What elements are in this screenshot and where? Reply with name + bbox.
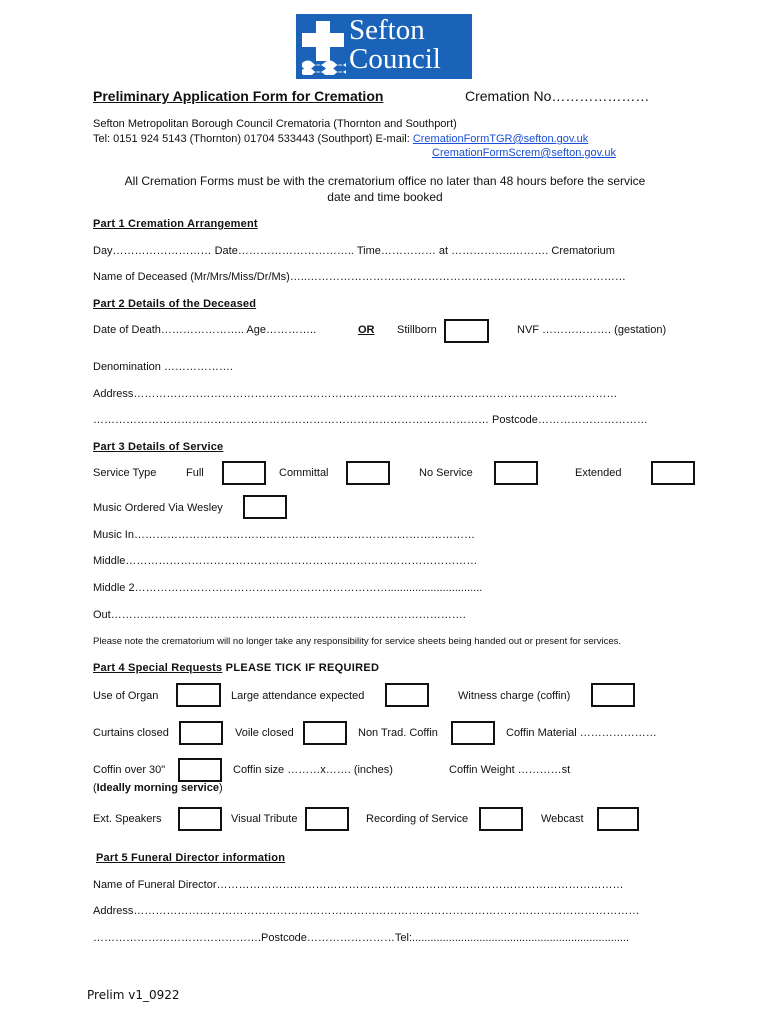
logo-line2: Council bbox=[349, 43, 441, 75]
nvf-field[interactable]: NVF ………………. (gestation) bbox=[517, 324, 667, 336]
notice-line1: All Cremation Forms must be with the crematorium office no later than 48 hours before the service bbox=[124, 174, 646, 188]
coffin-over30-label: Coffin over 30" bbox=[93, 764, 166, 776]
part1-heading: Part 1 Cremation Arrangement bbox=[93, 218, 258, 230]
service-sheet-note: Please note the crematorium will no longer take any responsibility for service sheets being handed out or present for services. bbox=[93, 636, 622, 647]
visual-tribute-label: Visual Tribute bbox=[231, 813, 298, 825]
voile-checkbox[interactable] bbox=[303, 721, 347, 745]
cremation-no-field[interactable]: Cremation No………………… bbox=[465, 88, 650, 104]
committal-checkbox[interactable] bbox=[346, 461, 390, 485]
ideally-morning-text: Ideally morning service bbox=[96, 782, 219, 794]
voile-label: Voile closed bbox=[235, 727, 294, 739]
deceased-name-field[interactable]: Name of Deceased (Mr/Mrs/Miss/Dr/Ms)…..…………………………………………………………………………… bbox=[93, 271, 626, 283]
middle-field[interactable]: Middle…………………………………………………………………………………… bbox=[93, 555, 478, 567]
form-title: Preliminary Application Form for Cremation bbox=[93, 88, 384, 104]
postcode-field[interactable]: ……………………………………………………………………………………………… Postcode………………………… bbox=[93, 414, 648, 426]
paren-close: ) bbox=[218, 782, 223, 794]
death-age-field[interactable]: Date of Death………………….. Age………….. bbox=[93, 324, 317, 336]
tel-text: Tel: 0151 924 5143 (Thornton) 01704 533443 (Southport) E-mail: bbox=[93, 133, 410, 145]
music-wesley-checkbox[interactable] bbox=[243, 495, 287, 519]
stillborn-label: Stillborn bbox=[397, 324, 437, 336]
funeral-director-address-field[interactable]: Address………………………………………………………………………………………………………………………… bbox=[93, 905, 640, 917]
organ-label: Use of Organ bbox=[93, 690, 159, 702]
logo-line1: Sefton bbox=[349, 14, 425, 46]
stillborn-checkbox[interactable] bbox=[444, 319, 489, 343]
no-service-label: No Service bbox=[419, 467, 473, 479]
paren-open: ( bbox=[93, 782, 97, 794]
nontrad-label: Non Trad. Coffin bbox=[358, 727, 438, 739]
coffin-material-field[interactable]: Coffin Material ………………… bbox=[506, 727, 657, 739]
large-attendance-checkbox[interactable] bbox=[385, 683, 429, 707]
part5-heading: Part 5 Funeral Director information bbox=[96, 852, 286, 864]
webcast-label: Webcast bbox=[541, 813, 584, 825]
notice-line2: date and time booked bbox=[327, 190, 443, 204]
witness-label: Witness charge (coffin) bbox=[458, 690, 571, 702]
music-in-field[interactable]: Music In………………………………………………………………………………… bbox=[93, 529, 475, 541]
ideally-morning-note bbox=[93, 782, 223, 794]
email-thornton-link[interactable]: CremationFormTGR@sefton.gov.uk bbox=[412, 133, 589, 145]
full-label: Full bbox=[186, 467, 204, 479]
extended-checkbox[interactable] bbox=[651, 461, 695, 485]
footer-version: Prelim v1_0922 bbox=[87, 988, 180, 1002]
nontrad-checkbox[interactable] bbox=[451, 721, 495, 745]
coffin-weight-field[interactable]: Coffin Weight …………st bbox=[449, 764, 571, 776]
denomination-field[interactable]: Denomination ………………. bbox=[93, 361, 233, 373]
out-field[interactable]: Out……………………………………………………………………………………. bbox=[93, 609, 466, 621]
tick-instruction: PLEASE TICK IF REQUIRED bbox=[222, 662, 380, 674]
part4-heading: Part 4 Special Requests bbox=[93, 662, 223, 674]
music-wesley-label: Music Ordered Via Wesley bbox=[93, 502, 223, 514]
day-date-time-field[interactable]: Day……………………… Date………………………….. Time…………… at ……………..………. Crematorium bbox=[93, 245, 615, 257]
full-checkbox[interactable] bbox=[222, 461, 266, 485]
part2-heading: Part 2 Details of the Deceased bbox=[93, 298, 257, 310]
email-southport-link[interactable]: CremationFormScrem@sefton.gov.uk bbox=[432, 147, 616, 159]
speakers-checkbox[interactable] bbox=[178, 807, 222, 831]
crest-icon bbox=[300, 19, 346, 75]
curtains-label: Curtains closed bbox=[93, 727, 169, 739]
large-attendance-label: Large attendance expected bbox=[231, 690, 365, 702]
sefton-council-logo bbox=[296, 14, 472, 79]
witness-checkbox[interactable] bbox=[591, 683, 635, 707]
speakers-label: Ext. Speakers bbox=[93, 813, 162, 825]
visual-tribute-checkbox[interactable] bbox=[305, 807, 349, 831]
funeral-director-name-field[interactable]: Name of Funeral Director………………………………………………………………………………………………… bbox=[93, 879, 624, 891]
coffin-size-field[interactable]: Coffin size ………x……. (inches) bbox=[233, 764, 393, 776]
recording-label: Recording of Service bbox=[366, 813, 469, 825]
webcast-checkbox[interactable] bbox=[597, 807, 639, 831]
coffin-over30-checkbox[interactable] bbox=[178, 758, 222, 782]
curtains-checkbox[interactable] bbox=[179, 721, 223, 745]
no-service-checkbox[interactable] bbox=[494, 461, 538, 485]
part4-heading-row bbox=[93, 662, 379, 674]
part3-heading: Part 3 Details of Service bbox=[93, 441, 224, 453]
extended-label: Extended bbox=[575, 467, 622, 479]
address-field[interactable]: Address…………………………………………………………………………………………………………………… bbox=[93, 388, 618, 400]
tel-line bbox=[93, 133, 588, 145]
middle2-field[interactable]: Middle 2……………………………………………………………............................... bbox=[93, 582, 483, 594]
council-address: Sefton Metropolitan Borough Council Crematoria (Thornton and Southport) bbox=[93, 118, 457, 130]
organ-checkbox[interactable] bbox=[176, 683, 221, 707]
funeral-director-postcode-tel-field[interactable]: ……………………………………….Postcode……………………Tel:....................................................................... bbox=[93, 932, 630, 944]
committal-label: Committal bbox=[279, 467, 329, 479]
recording-checkbox[interactable] bbox=[479, 807, 523, 831]
or-label: OR bbox=[358, 324, 375, 336]
service-type-label: Service Type bbox=[93, 467, 157, 479]
